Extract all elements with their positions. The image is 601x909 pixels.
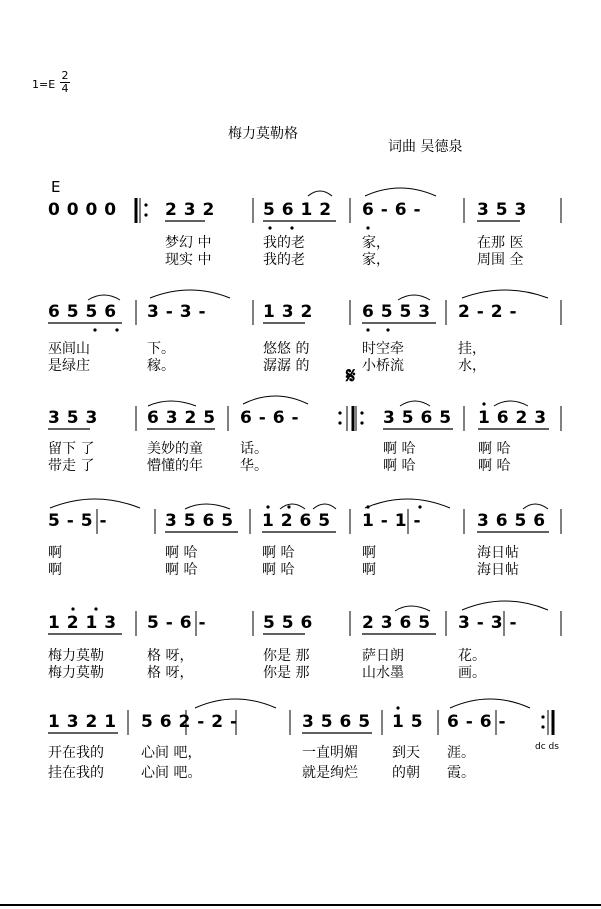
note-segment: 1 5: [392, 712, 424, 732]
lyric: 啊 哈: [165, 562, 198, 578]
tie: [148, 401, 196, 406]
note-segment: 1 2 1 3: [48, 613, 117, 633]
song-credit: 词曲 吴德泉: [388, 139, 463, 155]
lyric: 华。: [240, 458, 268, 474]
repeat-dot: [144, 213, 147, 216]
lyric: 美妙的童: [147, 441, 203, 457]
lyric: 潺潺 的: [263, 358, 310, 374]
lyric: 海日帖: [477, 545, 519, 561]
system-mark: E: [51, 178, 61, 196]
octave-dot: [71, 607, 74, 610]
tie: [185, 504, 230, 509]
tie: [398, 295, 430, 300]
tie: [150, 290, 230, 298]
note-segment: 6 5 5 6: [48, 302, 117, 322]
note-segment: 2 - 2 -: [458, 302, 518, 322]
lyric: 啊 哈: [383, 458, 416, 474]
lyric: 稼。: [147, 358, 175, 374]
lyric: 开在我的: [48, 745, 104, 761]
lyric: 啊 哈: [478, 441, 511, 457]
tie: [88, 295, 120, 300]
lyric: 家，: [362, 252, 390, 268]
tie: [462, 290, 548, 298]
note-segment: 1 - 1 -: [362, 511, 422, 531]
octave-dot: [366, 505, 369, 508]
note-segment: 3 - 3 -: [147, 302, 207, 322]
note-segment: 3 5 6 5: [383, 408, 452, 428]
bar-lines: [97, 198, 561, 735]
note-segment: 1 2 6 5: [262, 511, 331, 531]
octave-dot: [418, 505, 421, 508]
repeat-dot: [360, 421, 363, 424]
key-signature: 1=E: [32, 78, 56, 91]
lyric: 留下 了: [48, 441, 95, 457]
lyric: 悠悠 的: [263, 341, 310, 357]
note-segment: 1 3 2 1: [48, 712, 117, 732]
tie: [400, 401, 430, 406]
lyric: 话。: [240, 441, 268, 457]
time-signature-bottom: 4: [61, 82, 69, 95]
lyric: 是绿庄: [48, 358, 90, 374]
octave-dot: [366, 328, 369, 331]
dc-ds-mark: dc ds: [535, 742, 559, 752]
note-segment: 6 - 6 -: [362, 200, 422, 220]
tie: [462, 601, 548, 610]
lyric: 啊 哈: [262, 562, 295, 578]
lyric: 水，: [458, 358, 486, 374]
octave-dot: [94, 607, 97, 610]
lyric: 带走 了: [48, 458, 95, 474]
note-segment: 5 6 1 2: [263, 200, 332, 220]
lyric: 花。: [458, 648, 486, 664]
repeat-dot: [144, 203, 147, 206]
lyric: 巫闾山: [48, 341, 90, 357]
note-segment: 3 5 6 5: [302, 712, 371, 732]
tie: [308, 191, 332, 196]
lyric: 梦幻 中: [165, 235, 212, 251]
lyric: 心间 吧，: [141, 745, 202, 761]
lyric: 一直明媚: [302, 745, 358, 761]
segno-sign: 𝄋: [346, 364, 356, 389]
time-signature-top: 2: [61, 69, 69, 82]
lyric: 霞。: [447, 765, 475, 781]
tie: [523, 504, 548, 509]
lyric: 啊: [48, 562, 62, 578]
lyric: 时空牵: [362, 341, 404, 357]
tie: [50, 499, 140, 508]
lyric: 心间 吧。: [141, 765, 202, 781]
note-segment: 6 3 2 5: [147, 408, 216, 428]
octave-dot: [115, 328, 118, 331]
tie: [365, 188, 436, 196]
octave-dot: [266, 505, 269, 508]
octave-dot: [366, 226, 369, 229]
tie: [280, 504, 305, 509]
repeat-dot: [541, 715, 544, 718]
lyric: 啊 哈: [478, 458, 511, 474]
tie: [395, 606, 430, 611]
lyric: 啊: [362, 562, 376, 578]
tie-arcs: [50, 188, 548, 708]
lyric: 涯。: [447, 745, 475, 761]
octave-dots: [71, 226, 485, 709]
lyric: 啊: [362, 545, 376, 561]
repeat-dot: [541, 725, 544, 728]
lyric: 海日帖: [477, 562, 519, 578]
lyric: 的朝: [392, 765, 420, 781]
tie: [365, 499, 450, 508]
octave-dot: [268, 226, 271, 229]
note-segment: 3 5 6 5: [165, 511, 234, 531]
note-segment: 5 5 6: [263, 613, 313, 633]
octave-dot: [396, 706, 399, 709]
note-segment: 5 - 6 -: [147, 613, 207, 633]
octave-dot: [386, 328, 389, 331]
lyric: 梅力莫勒: [48, 648, 104, 664]
note-segment: 1 6 2 3: [478, 408, 547, 428]
note-segment: 3 5 3: [48, 408, 98, 428]
lyric: 你是 那: [263, 665, 310, 681]
note-segment: 3 5 3: [477, 200, 527, 220]
note-segment: 2 3 6 5: [362, 613, 431, 633]
octave-dot: [290, 226, 293, 229]
octave-dot: [287, 505, 290, 508]
note-segment: 5 6 2 - 2 -: [141, 712, 238, 732]
lyric: 啊 哈: [262, 545, 295, 561]
note-segment: 1 3 2: [263, 302, 313, 322]
repeat-dot: [360, 411, 363, 414]
tie: [450, 699, 530, 708]
note-segment: 5 - 5 -: [48, 511, 108, 531]
lyric: 啊 哈: [383, 441, 416, 457]
beam-lines: [48, 221, 549, 733]
lyric: 我的老: [263, 235, 305, 251]
song-title: 梅力莫勒格: [228, 126, 298, 142]
lyric: 挂，: [458, 341, 486, 357]
octave-dot: [482, 402, 485, 405]
lyric: 萨日朗: [362, 648, 404, 664]
note-segment: 6 - 6 -: [240, 408, 300, 428]
note-segment: 6 5 5 3: [362, 302, 431, 322]
lyric: 小桥流: [362, 358, 404, 374]
tie: [243, 396, 308, 404]
lyric: 在那 医: [477, 235, 524, 251]
tie: [195, 699, 276, 708]
lyric: 周围 全: [477, 252, 524, 268]
lyric: 梅力莫勒: [48, 665, 104, 681]
page-bottom-rule: [0, 904, 601, 906]
lyric: 画。: [458, 665, 486, 681]
lyric: 山水墨: [362, 665, 404, 681]
lyric: 我的老: [263, 252, 305, 268]
lyric: 你是 那: [263, 648, 310, 664]
octave-dot: [93, 328, 96, 331]
lyric: 格 呀，: [147, 665, 194, 681]
lyric: 挂在我的: [48, 765, 104, 781]
repeat-dot: [338, 421, 341, 424]
lyric: 就是绚烂: [302, 765, 358, 781]
tie: [494, 401, 528, 406]
note-segment: 3 6 5 6: [477, 511, 546, 531]
lyric: 啊 哈: [165, 545, 198, 561]
lyric: 现实 中: [165, 252, 212, 268]
repeat-dot: [338, 411, 341, 414]
lyric: 到天: [392, 745, 420, 761]
tie: [313, 504, 336, 509]
note-segment: 0 0 0 0: [48, 200, 117, 220]
lyric: 懵懂的年: [147, 458, 203, 474]
note-segment: 3 - 3 -: [458, 613, 518, 633]
lyric: 家，: [362, 235, 390, 251]
lyric: 啊: [48, 545, 62, 561]
lyric: 下。: [147, 341, 175, 357]
lyric: 格 呀，: [147, 648, 194, 664]
repeat-dots: [144, 203, 544, 728]
note-segment: 6 - 6 -: [447, 712, 507, 732]
note-segment: 2 3 2: [165, 200, 215, 220]
